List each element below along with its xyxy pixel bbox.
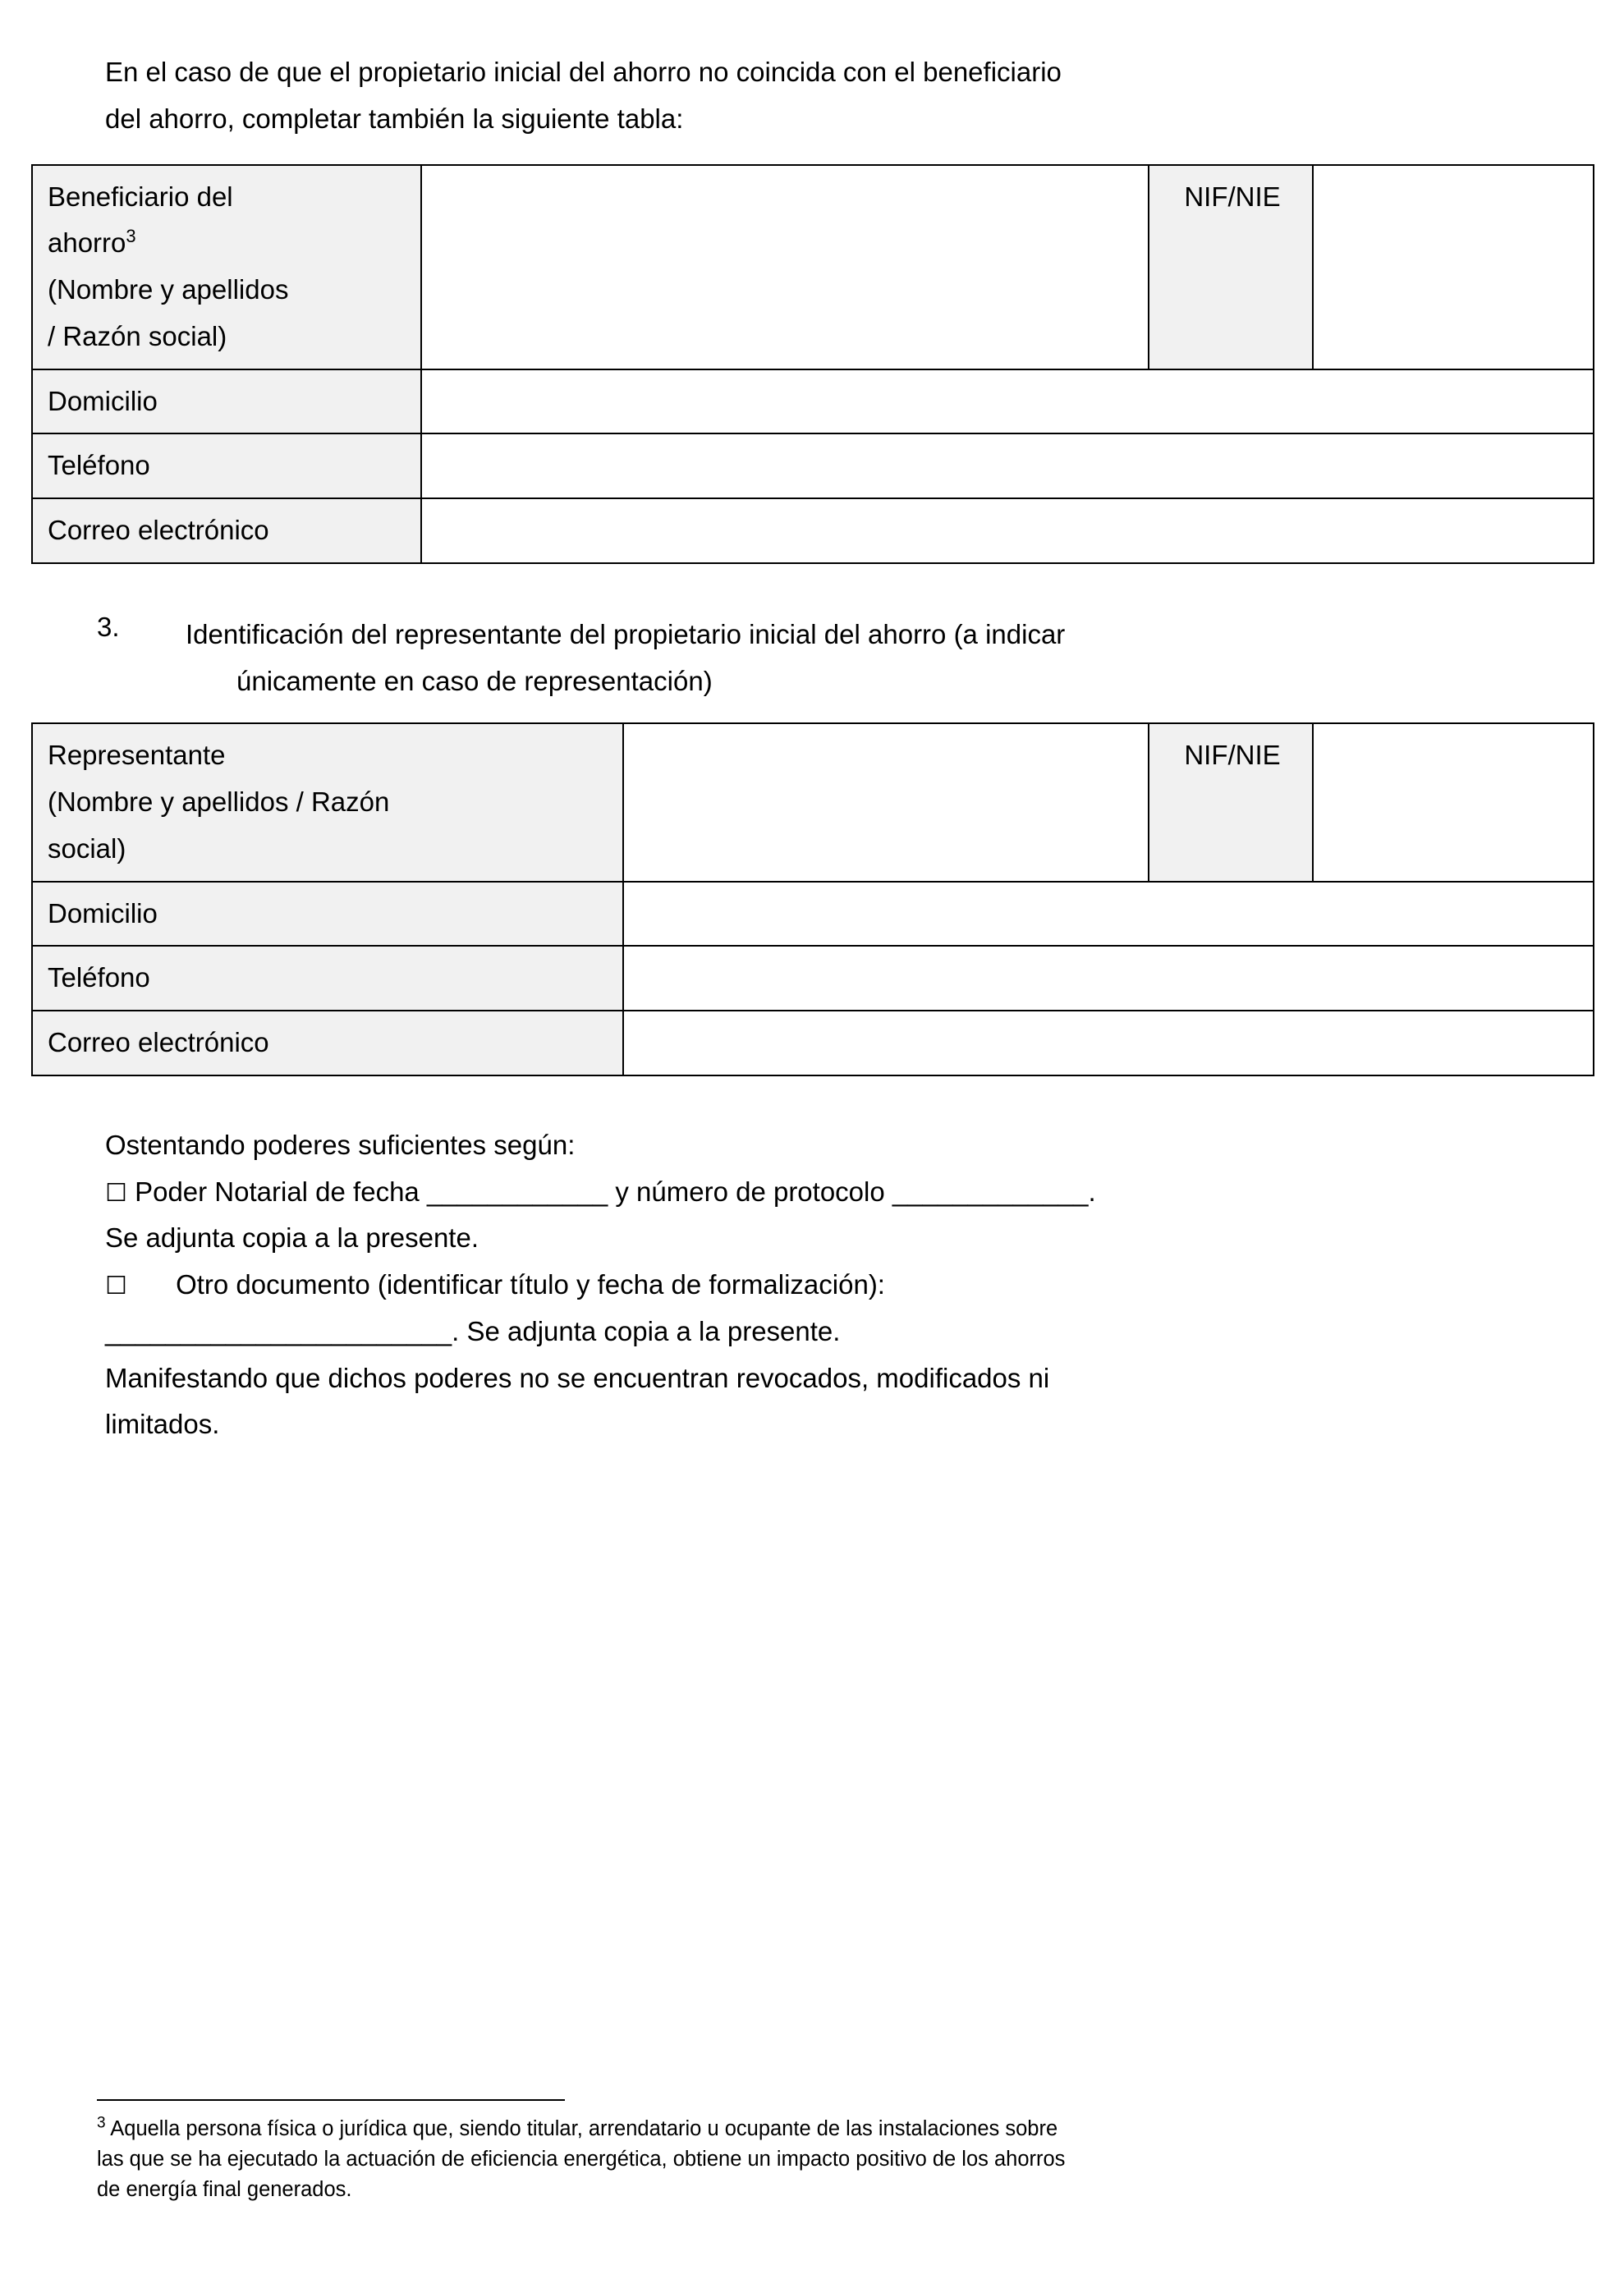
table-row	[32, 882, 1594, 947]
beneficiary-nif-input[interactable]	[1313, 165, 1594, 369]
representative-label-cell	[32, 723, 623, 881]
table-row	[32, 946, 1594, 1011]
beneficiary-correo-input[interactable]	[421, 498, 1594, 563]
beneficiary-telefono-label: Teléfono	[32, 433, 421, 498]
power-option-other-note: _______________________. Se adjunta copia a la presente.	[105, 1315, 841, 1346]
table-row	[32, 1011, 1594, 1075]
power-option-notarial-text: Poder Notarial de fecha ____________ y número de protocolo _____________.	[135, 1176, 1096, 1207]
checkbox-icon[interactable]: ☐	[105, 1272, 127, 1300]
representative-nif-input[interactable]	[1313, 723, 1594, 881]
beneficiary-nif-label: NIF/NIE	[1149, 165, 1313, 369]
powers-closing-line-2: limitados.	[105, 1409, 220, 1440]
power-option-notarial	[105, 1169, 1468, 1216]
representative-label-line3: social)	[48, 832, 126, 864]
beneficiary-label-cell	[32, 165, 421, 369]
beneficiary-label-line4: / Razón social)	[48, 320, 227, 351]
beneficiary-table	[31, 164, 1594, 564]
table-row	[32, 498, 1594, 563]
footnote-marker: 3	[97, 2114, 106, 2132]
powers-block	[105, 1122, 1468, 1448]
representative-correo-input[interactable]	[623, 1011, 1594, 1075]
beneficiary-label-line3: (Nombre y apellidos	[48, 274, 289, 305]
powers-closing	[105, 1355, 1468, 1449]
beneficiary-correo-label: Correo electrónico	[32, 498, 421, 563]
powers-closing-line-1: Manifestando que dichos poderes no se encuentran revocados, modificados ni	[105, 1362, 1050, 1393]
footnote-line-3: de energía final generados.	[97, 2178, 352, 2202]
power-option-other-text: Otro documento (identificar título y fecha de formalización):	[176, 1269, 885, 1300]
footnote-separator	[97, 2099, 565, 2101]
beneficiary-domicilio-input[interactable]	[421, 369, 1594, 434]
power-option-other	[105, 1262, 1468, 1309]
table-row	[32, 165, 1594, 369]
footnote-text	[97, 2114, 1411, 2205]
beneficiary-domicilio-label: Domicilio	[32, 369, 421, 434]
footnote-line-1: Aquella persona física o jurídica que, siendo titular, arrendatario u ocupante de las instalaciones sobre	[105, 2117, 1058, 2141]
intro-paragraph	[105, 49, 1468, 143]
section-3-text	[186, 612, 1499, 705]
representative-label-line1: Representante	[48, 740, 226, 771]
table-row	[32, 369, 1594, 434]
powers-heading: Ostentando poderes suficientes según:	[105, 1129, 576, 1160]
representative-label-line2: (Nombre y apellidos / Razón	[48, 786, 390, 817]
table-row	[32, 723, 1594, 881]
footnote-line-2: las que se ha ejecutado la actuación de eficiencia energética, obtiene un impacto positivo de los ahorros	[97, 2148, 1066, 2171]
footnote-area	[97, 2099, 1493, 2205]
representative-nif-label: NIF/NIE	[1149, 723, 1313, 881]
representative-name-input[interactable]	[623, 723, 1149, 881]
beneficiary-name-input[interactable]	[421, 165, 1149, 369]
representative-correo-label: Correo electrónico	[32, 1011, 623, 1075]
table-row	[32, 433, 1594, 498]
intro-line-1: En el caso de que el propietario inicial del ahorro no coincida con el beneficiario	[105, 57, 1062, 87]
representative-telefono-label: Teléfono	[32, 946, 623, 1011]
section-3-line-1: Identificación del representante del propietario inicial del ahorro (a indicar	[186, 618, 1066, 649]
representative-domicilio-label: Domicilio	[32, 882, 623, 947]
power-option-notarial-note: Se adjunta copia a la presente.	[105, 1222, 479, 1254]
section-3-line-2: únicamente en caso de representación)	[236, 665, 713, 696]
representative-telefono-input[interactable]	[623, 946, 1594, 1011]
intro-line-2: del ahorro, completar también la siguiente tabla:	[105, 103, 684, 134]
section-3-number: 3.	[97, 611, 120, 642]
beneficiary-telefono-input[interactable]	[421, 433, 1594, 498]
representative-table	[31, 722, 1594, 1076]
checkbox-icon[interactable]: ☐	[105, 1178, 127, 1208]
beneficiary-label-line1: Beneficiario del	[48, 181, 233, 212]
section-3-heading	[97, 611, 1499, 705]
representative-domicilio-input[interactable]	[623, 882, 1594, 947]
footnote-ref: 3	[126, 226, 136, 247]
beneficiary-label-line2: ahorro$^3$	[48, 226, 136, 259]
